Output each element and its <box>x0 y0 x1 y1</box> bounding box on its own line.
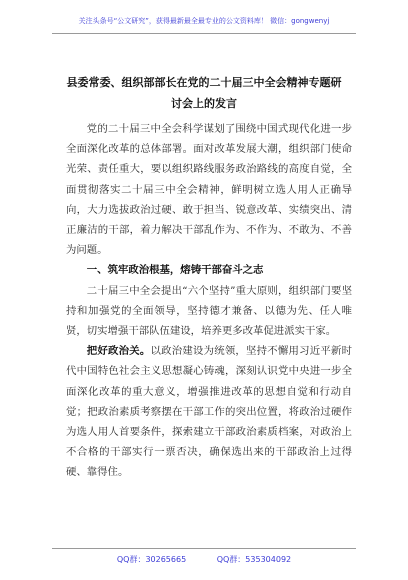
paragraph-section1-intro: 二十届三中全会提出“六个坚持”重大原则，组织部门要坚持和加强党的全面领导，坚持德才兼备、以德为先、任人唯贤，切实增强干部队伍建设，培养更多改革促进派实干家。 <box>66 284 352 338</box>
header-banner: 关注头条号“公文研究”，获得最新最全最专业的公文资料库！ 微信：gongwenyj <box>78 17 330 25</box>
footer-qq-group-1: QQ群：30265665 <box>116 555 187 564</box>
section-heading-1: 一、筑牢政治根基，熔铸干部奋斗之志 <box>86 264 264 277</box>
footer <box>0 554 408 565</box>
paragraph-intro: 党的二十届三中全会科学谋划了围绕中国式现代化进一步全面深化改革的总体部署。面对改革发展大潮，组织部门使命光荣、责任重大，要以组织路线服务政治路线的高度自觉，全面贯彻落实二十届三中全会精神，鲜明树立选人用人正确导向，大力选拔政治过硬、敢于担当、锐意改革、实绩突出、清正廉洁的干部，着力解决干部乱作为、不作为、不敢为、不善为问题。 <box>66 123 352 257</box>
header-divider <box>52 33 356 34</box>
paragraph-political-check <box>66 341 352 482</box>
document-title <box>40 72 368 114</box>
footer-divider <box>52 548 356 549</box>
title-line-1: 县委常委、组织部部长在党的二十届三中全会精神专题研 <box>66 76 342 89</box>
paragraph-lead: 把好政治关。 <box>86 345 151 358</box>
title-line-2: 讨会上的发言 <box>171 97 237 110</box>
footer-qq-group-2: QQ群：535304092 <box>216 555 292 564</box>
document-body <box>66 119 352 483</box>
paragraph-political-check-text: 以政治建设为统领，坚持不懈用习近平新时代中国特色社会主义思想凝心铸魂，深刻认识党中央进一步全面深化改革的重大意义，增强推进改革的思想自觉和行动自觉；把政治素质考察摆在干部工作的突出位置，将政治过硬作为选人用人首要条件，探索建立干部政治素质档案，对政治上不合格的干部实行一票否决，确保选出来的干部政治上过得硬、靠得住。 <box>66 345 352 479</box>
